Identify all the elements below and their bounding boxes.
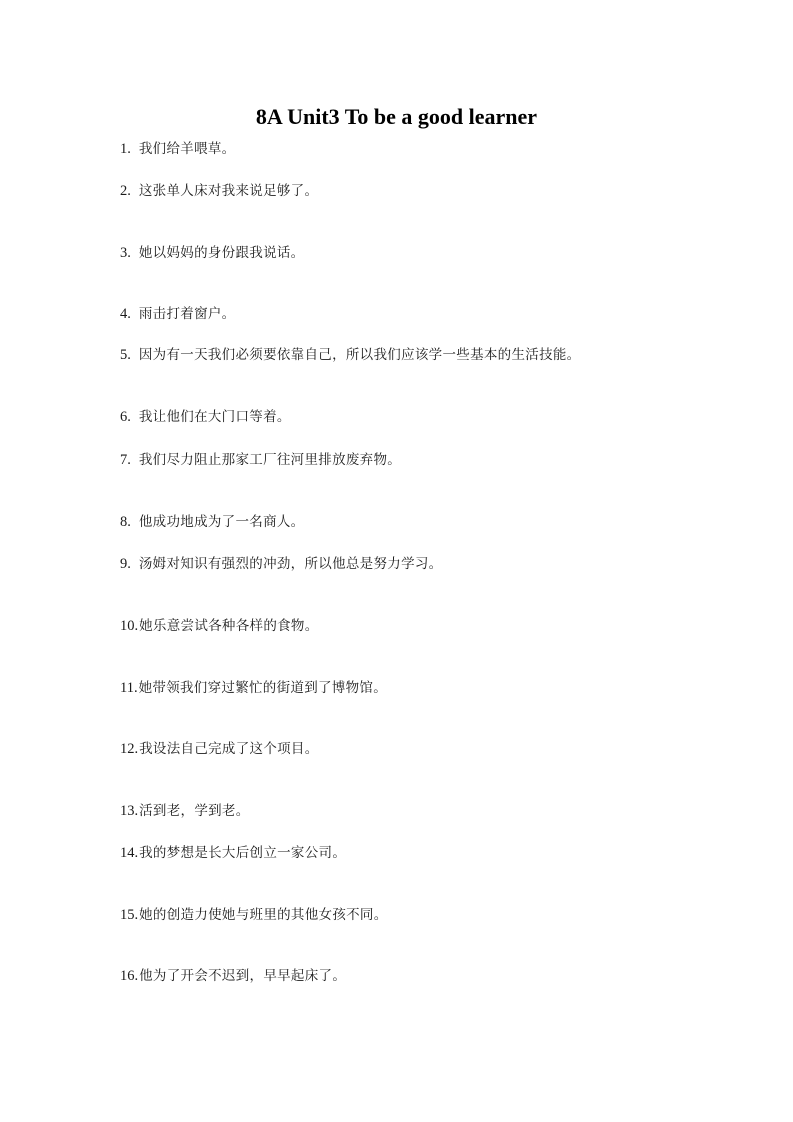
item-text: 我的梦想是长大后创立一家公司。 <box>139 845 347 861</box>
item-text: 雨击打着窗户。 <box>138 306 236 322</box>
list-item <box>120 243 304 263</box>
item-number: 1. <box>120 141 131 157</box>
item-number: 16. <box>120 968 139 984</box>
list-item <box>120 181 318 201</box>
list-item <box>120 450 401 470</box>
list-item <box>120 407 291 427</box>
item-text: 他成功地成为了一名商人。 <box>138 514 305 530</box>
list-item <box>120 966 346 986</box>
item-text: 这张单人床对我来说足够了。 <box>138 183 319 199</box>
list-item <box>120 843 346 863</box>
list-item <box>120 678 387 698</box>
item-number: 9. <box>120 556 131 572</box>
item-text: 她带领我们穿过繁忙的街道到了博物馆。 <box>138 680 387 696</box>
item-text: 活到老，学到老。 <box>139 803 250 819</box>
item-number: 6. <box>120 409 131 425</box>
list-item <box>120 139 235 159</box>
item-number: 4. <box>120 306 131 322</box>
list-item <box>120 345 580 365</box>
item-number: 12. <box>120 741 139 757</box>
item-text: 汤姆对知识有强烈的冲劲，所以他总是努力学习。 <box>138 556 443 572</box>
list-item <box>120 905 388 925</box>
list-item <box>120 512 304 532</box>
item-text: 我设法自己完成了这个项目。 <box>139 741 319 757</box>
item-number: 3. <box>120 245 131 261</box>
page-title: 8A Unit3 To be a good learner <box>255 104 538 129</box>
item-number: 13. <box>120 803 139 819</box>
item-number: 11. <box>120 680 138 696</box>
item-text: 她以妈妈的身份跟我说话。 <box>138 245 305 261</box>
item-number: 5. <box>120 347 131 363</box>
list-item <box>120 739 319 759</box>
item-text: 我们尽力阻止那家工厂往河里排放废弃物。 <box>138 452 402 468</box>
item-text: 她乐意尝试各种各样的食物。 <box>139 618 319 634</box>
item-number: 10. <box>120 618 139 634</box>
list-item <box>120 554 442 574</box>
item-text: 我让他们在大门口等着。 <box>138 409 291 425</box>
item-number: 7. <box>120 452 131 468</box>
list-item <box>120 801 250 821</box>
list-item <box>120 616 319 636</box>
item-number: 8. <box>120 514 131 530</box>
item-number: 2. <box>120 183 131 199</box>
item-text: 我们给羊喂草。 <box>138 141 236 157</box>
list-item <box>120 304 235 324</box>
item-text: 他为了开会不迟到，早早起床了。 <box>139 968 347 984</box>
item-text: 因为有一天我们必须要依靠自己，所以我们应该学一些基本的生活技能。 <box>138 347 581 363</box>
item-text: 她的创造力使她与班里的其他女孩不同。 <box>139 907 388 923</box>
item-number: 14. <box>120 845 139 861</box>
item-number: 15. <box>120 907 139 923</box>
